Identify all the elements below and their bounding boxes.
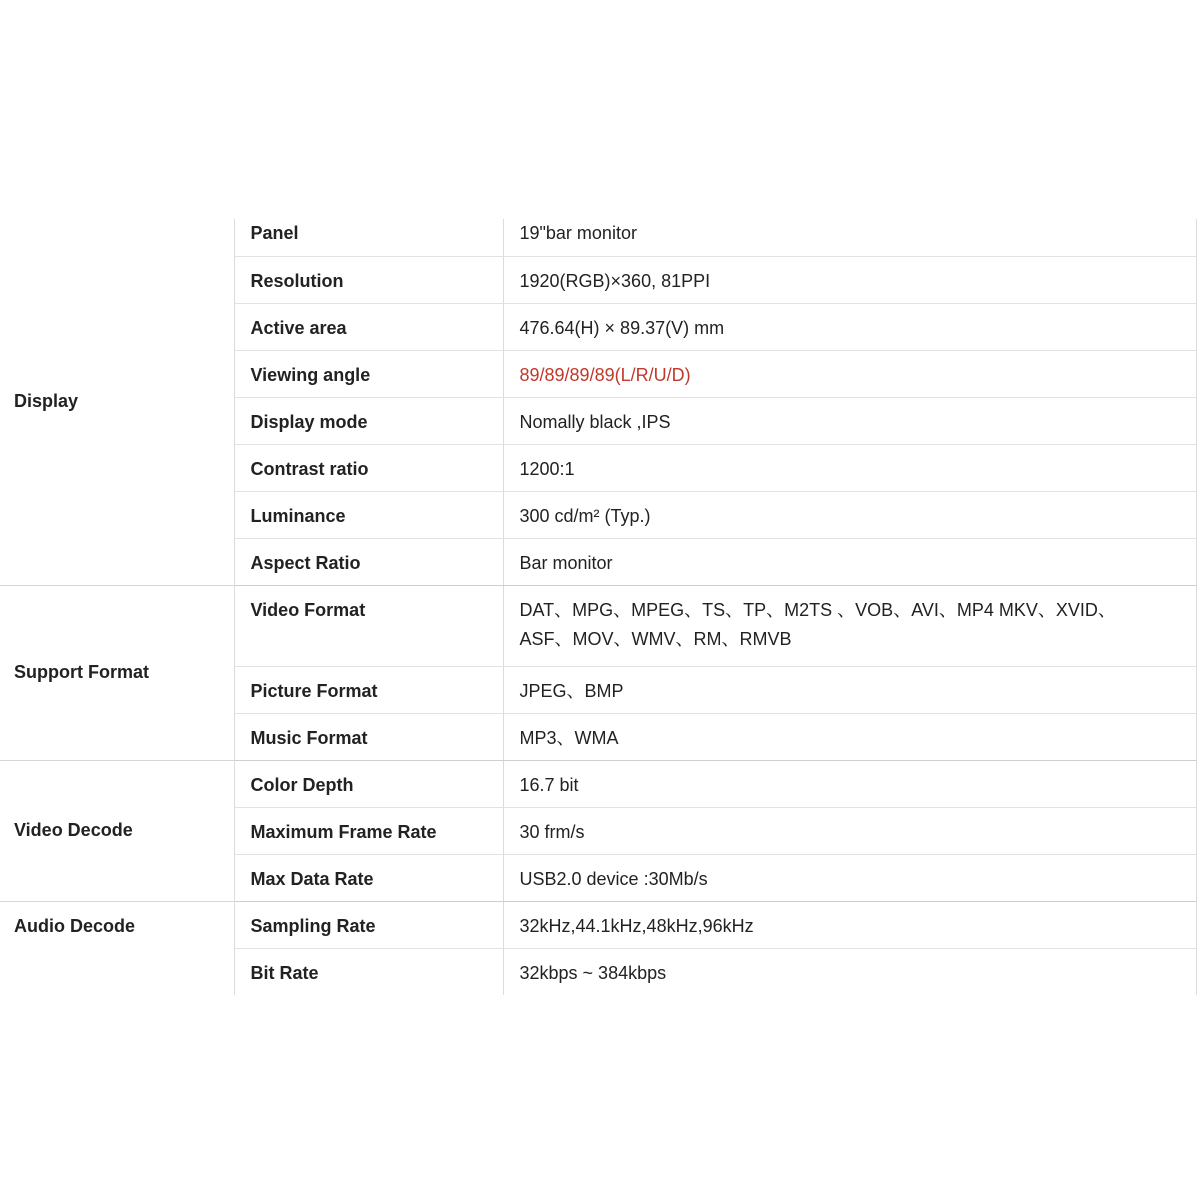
field-value: 32kbps ~ 384kbps (503, 948, 1197, 995)
field-label: Music Format (234, 713, 503, 760)
field-label: Resolution (234, 256, 503, 303)
field-value: JPEG、BMP (503, 666, 1197, 713)
field-value-highlighted: 89/89/89/89(L/R/U/D) (503, 350, 1197, 397)
field-label: Aspect Ratio (234, 538, 503, 585)
field-label: Picture Format (234, 666, 503, 713)
field-label: Maximum Frame Rate (234, 807, 503, 854)
table-row (0, 585, 1197, 666)
field-value: Bar monitor (503, 538, 1197, 585)
field-value: 300 cd/m² (Typ.) (503, 491, 1197, 538)
field-label: Active area (234, 303, 503, 350)
table-row (0, 760, 1197, 807)
spec-table (0, 219, 1197, 995)
field-label: Video Format (234, 585, 503, 666)
field-label: Bit Rate (234, 948, 503, 995)
field-label: Color Depth (234, 760, 503, 807)
field-value-line: ASF、MOV、WMV、RM、RMVB (519, 628, 792, 649)
field-value: 19"bar monitor (503, 219, 1197, 256)
group-label-audio-decode: Audio Decode (14, 915, 136, 936)
field-label: Max Data Rate (234, 854, 503, 901)
field-value: MP3、WMA (503, 713, 1197, 760)
field-value: USB2.0 device :30Mb/s (503, 854, 1197, 901)
table-row (0, 901, 1197, 948)
field-value: 476.64(H) × 89.37(V) mm (503, 303, 1197, 350)
field-value: 32kHz,44.1kHz,48kHz,96kHz (503, 901, 1197, 948)
field-value: 1200:1 (503, 444, 1197, 491)
field-label: Display mode (234, 397, 503, 444)
group-label-display: Display (0, 219, 234, 585)
field-label: Contrast ratio (234, 444, 503, 491)
field-label: Panel (234, 219, 503, 256)
field-value: 30 frm/s (503, 807, 1197, 854)
field-value: Nomally black ,IPS (503, 397, 1197, 444)
field-label: Sampling Rate (234, 901, 503, 948)
field-value (503, 585, 1197, 666)
field-value: 16.7 bit (503, 760, 1197, 807)
field-value: 1920(RGB)×360, 81PPI (503, 256, 1197, 303)
field-label: Luminance (234, 491, 503, 538)
table-row (0, 219, 1197, 256)
group-label-support-format: Support Format (0, 585, 234, 760)
group-label-video-decode: Video Decode (0, 760, 234, 901)
field-value-line: DAT、MPG、MPEG、TS、TP、M2TS 、VOB、AVI、MP4 MKV、XVID、 (519, 599, 1116, 620)
field-label: Viewing angle (234, 350, 503, 397)
